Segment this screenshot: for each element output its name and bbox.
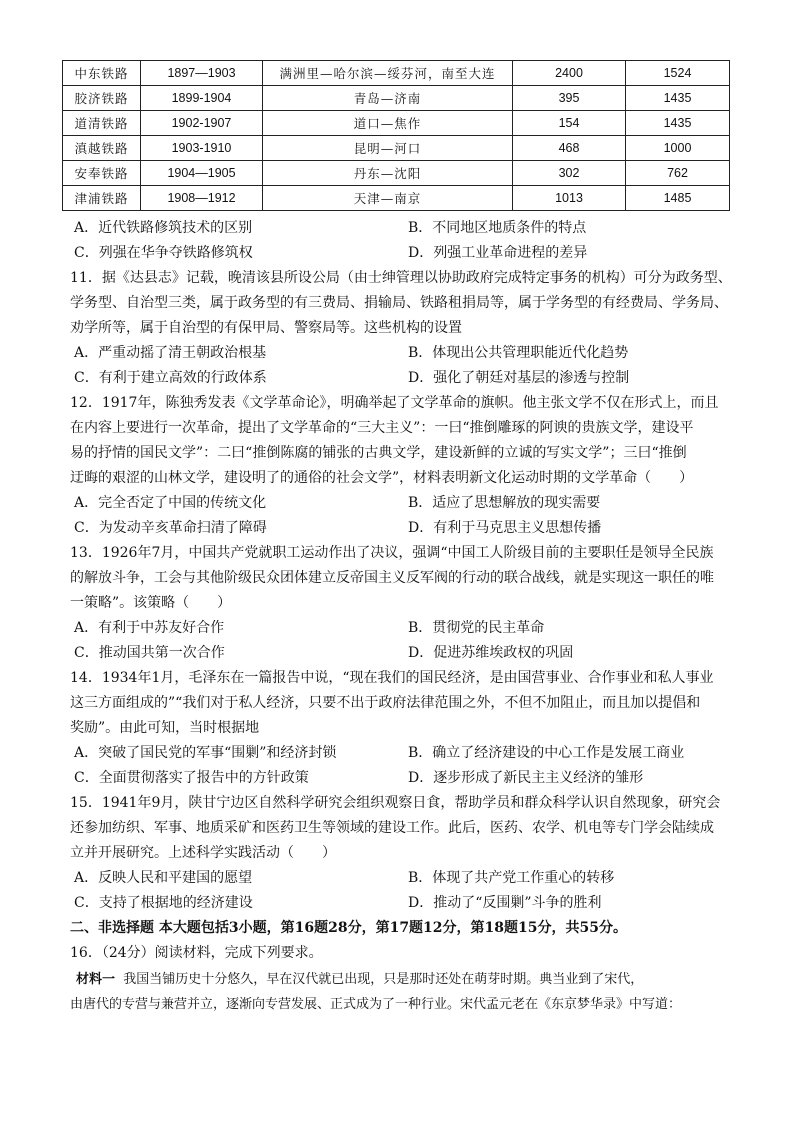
- q14-option-a: A．突破了国民党的军事“围剿”和经济封锁: [74, 745, 337, 761]
- length-km-cell: 395: [513, 86, 626, 111]
- q14-option-d: D．逐步形成了新民主主义经济的雏形: [408, 770, 644, 786]
- table-row: [63, 61, 730, 86]
- q13-stem-line: 的解放斗争，工会与其他阶级民众团体建立反帝国主义反军阀的行动的联合战线，就是实现这一职任的唯: [70, 570, 714, 586]
- railway-name-cell: 津浦铁路: [63, 186, 141, 211]
- railway-name-cell: 道清铁路: [63, 111, 141, 136]
- q11-option-d: D．强化了朝廷对基层的渗透与控制: [408, 370, 630, 386]
- route-cell: 青岛—济南: [263, 86, 513, 111]
- railway-name-cell: 中东铁路: [63, 61, 141, 86]
- q16-stem: 16．（24分）阅读材料，完成下列要求。: [70, 945, 323, 961]
- length-km-cell: 154: [513, 111, 626, 136]
- route-cell: 丹东—沈阳: [263, 161, 513, 186]
- table-row: [63, 111, 730, 136]
- q11-stem-line: 11．据《达县志》记载，晚清该县所设公局（由士绅管理以协助政府完成特定事务的机构）可分为政务型、: [70, 270, 732, 286]
- q11-option-b: B．体现出公共管理职能近代化趋势: [408, 345, 629, 361]
- gauge-mm-cell: 1435: [626, 111, 730, 136]
- q10-option-d: D．列强工业革命进程的差异: [408, 245, 588, 261]
- table-row: [63, 186, 730, 211]
- route-cell: 昆明—河口: [263, 136, 513, 161]
- q11-option-a: A．严重动摇了清王朝政治根基: [74, 345, 267, 361]
- q12-stem-line: 易的抒情的国民文学”：二曰“推倒陈腐的铺张的古典文学，建设新鲜的立诚的写实文学”；三曰“推倒: [70, 445, 687, 461]
- q16-material-line: [76, 970, 643, 990]
- q13-option-d: D．促进苏维埃政权的巩固: [408, 645, 574, 661]
- q13-stem-line: 13．1926年7月，中国共产党就职工运动作出了决议，强调“中国工人阶级目前的主要职任是领导全民族: [70, 545, 714, 561]
- section-two-heading: 二、非选择题 本大题包括3小题，第16题28分，第17题12分，第18题15分，共55分。: [70, 920, 627, 936]
- gauge-mm-cell: 1524: [626, 61, 730, 86]
- route-cell: 天津—南京: [263, 186, 513, 211]
- route-cell: 道口—焦作: [263, 111, 513, 136]
- q14-stem-line: 这三方面组成的”“我们对于私人经济，只要不出于政府法律范围之外，不但不加阻止，而且加以提倡和: [70, 695, 701, 711]
- table-row: [63, 136, 730, 161]
- q11-stem-line: 劝学所等，属于自治型的有保甲局、警察局等。这些机构的设置: [70, 320, 462, 336]
- route-cell: 满洲里—哈尔滨—绥芬河，南至大连: [263, 61, 513, 86]
- q12-stem-line: 迂晦的艰涩的山林文学，建设明了的通俗的社会文学”，材料表明新文化运动时期的文学革命（ ）: [70, 470, 694, 486]
- q15-stem-line: 15．1941年9月，陕甘宁边区自然科学研究会组织观察日食，帮助学员和群众科学认识自然现象，研究会: [70, 795, 721, 811]
- q13-stem-line: 一策略”。该策略（ ）: [70, 595, 232, 611]
- gauge-mm-cell: 1435: [626, 86, 730, 111]
- q14-stem-line: 奖励”。由此可知，当时根据地: [70, 720, 260, 736]
- build-years-cell: 1904—1905: [141, 161, 263, 186]
- build-years-cell: 1897—1903: [141, 61, 263, 86]
- q16-material-line: 由唐代的专营与兼营并立，逐渐向专营发展、正式成为了一种行业。宋代孟元老在《东京梦华录》中写道：: [70, 997, 682, 1012]
- q15-option-a: A．反映人民和平建国的愿望: [74, 870, 253, 886]
- table-row: [63, 86, 730, 111]
- q12-option-b: B．适应了思想解放的现实需要: [408, 495, 601, 511]
- railway-table: [62, 60, 730, 211]
- q15-option-b: B．体现了共产党工作重心的转移: [408, 870, 615, 886]
- length-km-cell: 1013: [513, 186, 626, 211]
- q12-stem-line: 在内容上要进行一次革命，提出了文学革命的“三大主义”：一曰“推倒雕琢的阿谀的贵族文学，建设平: [70, 420, 694, 436]
- gauge-mm-cell: 1000: [626, 136, 730, 161]
- q10-option-b: B．不同地区地质条件的特点: [408, 220, 587, 236]
- build-years-cell: 1908—1912: [141, 186, 263, 211]
- q14-option-c: C．全面贯彻落实了报告中的方针政策: [74, 770, 309, 786]
- build-years-cell: 1902-1907: [141, 111, 263, 136]
- q11-option-c: C．有利于建立高效的行政体系: [74, 370, 267, 386]
- gauge-mm-cell: 762: [626, 161, 730, 186]
- q16-material-text: 我国当铺历史十分悠久，早在汉代就已出现，只是那时还处在萌芽时期。典当业到了宋代，: [123, 972, 644, 987]
- q12-option-a: A．完全否定了中国的传统文化: [74, 495, 267, 511]
- q13-option-a: A．有利于中苏友好合作: [74, 620, 225, 636]
- q10-option-a: A．近代铁路修筑技术的区别: [74, 220, 253, 236]
- length-km-cell: 468: [513, 136, 626, 161]
- build-years-cell: 1899-1904: [141, 86, 263, 111]
- q15-stem-line: 还参加纺织、军事、地质采矿和医药卫生等领域的建设工作。此后，医药、农学、机电等专门学会陆续成: [70, 820, 714, 836]
- q15-option-c: C．支持了根据地的经济建设: [74, 895, 253, 911]
- q13-option-c: C．推动国共第一次合作: [74, 645, 225, 661]
- gauge-mm-cell: 1485: [626, 186, 730, 211]
- q12-stem-line: 12．1917年，陈独秀发表《文学革命论》，明确举起了文学革命的旗帜。他主张文学不仅在形式上，而且: [70, 395, 719, 411]
- build-years-cell: 1903-1910: [141, 136, 263, 161]
- railway-name-cell: 安奉铁路: [63, 161, 141, 186]
- length-km-cell: 2400: [513, 61, 626, 86]
- q11-stem-line: 学务型、自治型三类，属于政务型的有三费局、捐输局、铁路租捐局等，属于学务型的有经费局、学务局、: [70, 295, 728, 311]
- q12-option-c: C．为发动辛亥革命扫清了障碍: [74, 520, 267, 536]
- q16-material-label: 材料一: [76, 972, 116, 987]
- q13-option-b: B．贯彻党的民主革命: [408, 620, 545, 636]
- q14-stem-line: 14．1934年1月，毛泽东在一篇报告中说，“现在我们的国民经济，是由国营事业、合作事业和私人事业: [70, 670, 714, 686]
- length-km-cell: 302: [513, 161, 626, 186]
- q15-stem-line: 立并开展研究。上述科学实践活动（ ）: [70, 845, 336, 861]
- q15-option-d: D．推动了“反围剿”斗争的胜利: [408, 895, 602, 911]
- table-row: [63, 161, 730, 186]
- railway-name-cell: 胶济铁路: [63, 86, 141, 111]
- railway-name-cell: 滇越铁路: [63, 136, 141, 161]
- q12-option-d: D．有利于马克思主义思想传播: [408, 520, 602, 536]
- q14-option-b: B．确立了经济建设的中心工作是发展工商业: [408, 745, 685, 761]
- q10-option-c: C．列强在华争夺铁路修筑权: [74, 245, 253, 261]
